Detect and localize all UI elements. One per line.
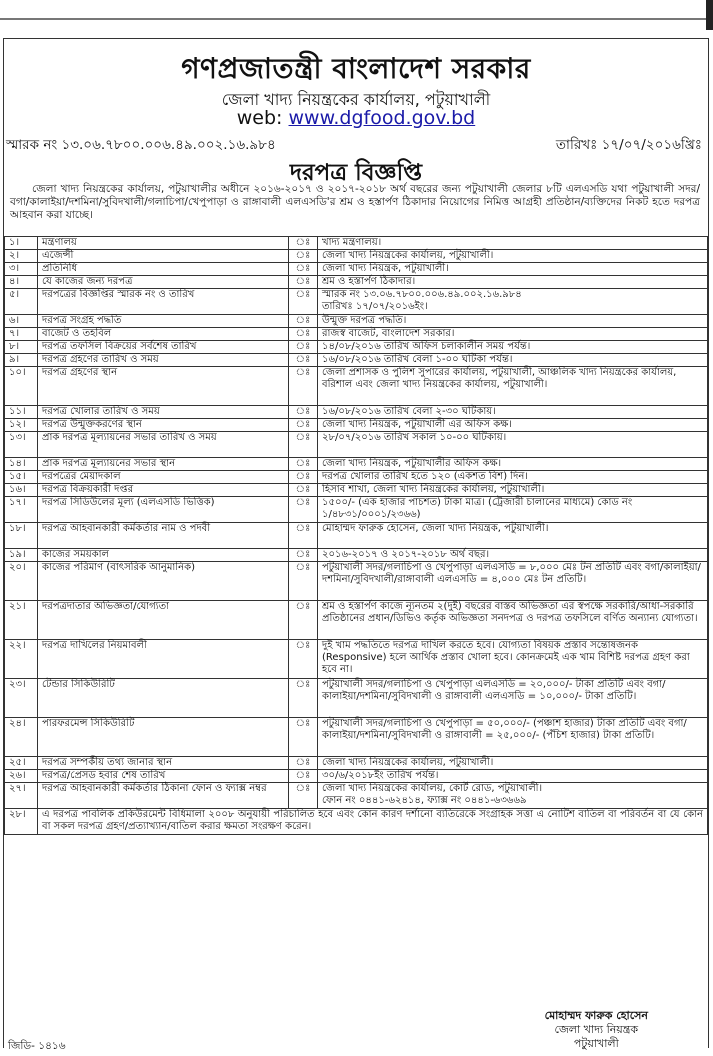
row-separator: ঃ — [289, 289, 318, 315]
row-value — [318, 770, 708, 783]
row-value — [318, 484, 708, 497]
row-serial: ২১। — [5, 601, 38, 640]
row-label: যে কাজের জন্য দরপত্র — [38, 276, 289, 289]
table-row — [5, 549, 708, 562]
table-row — [5, 276, 708, 289]
row-value — [318, 367, 708, 406]
table-row — [5, 471, 708, 484]
row-value-line: হিসাব শাখা, জেলা খাদ্য নিয়ন্ত্রকের কার্যালয়, পটুয়াখালী। — [322, 484, 545, 495]
row-separator: ঃ — [289, 419, 318, 432]
row-label: দরপত্র/প্রেসড হবার শেষ তারিখ — [38, 770, 289, 783]
row-serial: ১৭। — [5, 497, 38, 523]
row-value — [318, 783, 708, 809]
row-separator: ঃ — [289, 549, 318, 562]
row-serial: ২৬। — [5, 770, 38, 783]
row-value — [318, 432, 708, 458]
table-row — [5, 601, 708, 640]
row-value-line: ২০১৬-২০১৭ ও ২০১৭-২০১৮ অর্থ বছর। — [322, 549, 490, 560]
row-label: দরপত্রদাতার অভিজ্ঞতা/যোগ্যতা — [38, 601, 289, 640]
row-serial: ১০। — [5, 367, 38, 406]
row-value-line: ১৬/০৮/২০১৬ তারিখ বেলা ১-০০ ঘটিকা পর্যন্ত। — [322, 354, 513, 365]
row-separator: ঃ — [289, 783, 318, 809]
table-row — [5, 809, 708, 835]
row-separator: ঃ — [289, 341, 318, 354]
website-line — [4, 107, 708, 129]
row-value-line: ১৬/০৮/২০১৬ তারিখ বেলা ২-৩০ ঘটিকায়। — [322, 406, 496, 417]
table-row — [5, 718, 708, 757]
row-separator: ঃ — [289, 237, 318, 250]
row-value-line: খাদ্য মন্ত্রণালয়। — [322, 237, 382, 248]
row-value — [318, 315, 708, 328]
row-serial: ৮। — [5, 341, 38, 354]
tender-notice-document — [3, 38, 709, 1052]
row-serial: ২০। — [5, 562, 38, 601]
signatory-name: মোহাম্মদ ফারুক হোসেন — [544, 1009, 648, 1022]
row-value-line: দুই খাম পদ্ধতিতে দরপত্র দাখিল করতে হবে। যোগ্যতা বিষয়ক প্রস্তাব সন্তোষজনক (Responsive) হলে আর্থিক প্রস্তাব খোলা হবে। কোনক্রমেই এক খাম বিশিষ্ট দরপত্র গ্রহণ করা হবে না। — [322, 640, 690, 675]
row-value — [318, 640, 708, 679]
row-value — [318, 549, 708, 562]
row-separator: ঃ — [289, 718, 318, 757]
row-label: প্রতিনিধি — [38, 263, 289, 276]
row-separator: ঃ — [289, 406, 318, 419]
row-separator: ঃ — [289, 367, 318, 406]
row-value — [318, 250, 708, 263]
row-serial: ২৭। — [5, 783, 38, 809]
row-value-line: ১৪/০৮/২০১৬ তারিখ অফিস চলাকালীন সময় পর্যন্ত। — [322, 341, 531, 352]
row-label: দরপত্র গ্রহণের তারিখ ও সময় — [38, 354, 289, 367]
row-separator: ঃ — [289, 679, 318, 718]
row-label: মন্ত্রণালয় — [38, 237, 289, 250]
notice-date: তারিখঃ ১৭/০৭/২০১৬খ্রিঃ — [555, 137, 702, 153]
signature-block — [545, 1009, 648, 1051]
top-rule — [0, 18, 713, 20]
row-value — [318, 718, 708, 757]
row-separator: ঃ — [289, 263, 318, 276]
row-separator: ঃ — [289, 497, 318, 523]
row-value-line: ১৫০০/- (এক হাজার পাচশত) টাকা মাত্র। (ট্রেজারী চালানের মাধ্যমে) কোড নং ১/৪৮৩১/০০০১/২৩৬৬) — [322, 497, 633, 520]
row-value-line: জেলা খাদ্য নিয়ন্ত্রকের কার্যালয়, পটুয়াখালী। — [322, 757, 494, 768]
row-value-line: মোহাম্মদ ফারুক হোসেন, জেলা খাদ্য নিয়ন্ত্রক, পটুয়াখালী। — [322, 523, 549, 534]
row-value — [318, 406, 708, 419]
table-row — [5, 770, 708, 783]
table-row — [5, 419, 708, 432]
row-value — [318, 237, 708, 250]
row-separator: ঃ — [289, 562, 318, 601]
row-label: বাজেট ও তহবিল — [38, 328, 289, 341]
table-row — [5, 237, 708, 250]
row-value — [318, 276, 708, 289]
row-label: প্রাক দরপত্র মূল্যায়নের সভার তারিখ ও সময় — [38, 432, 289, 458]
row-serial: ১২। — [5, 419, 38, 432]
row-separator: ঃ — [289, 640, 318, 679]
row-separator: ঃ — [289, 432, 318, 458]
row-serial: ১৪। — [5, 458, 38, 471]
row-value-line: ৩০/৬/২০১৮ইং তারিখ পর্যন্ত। — [322, 770, 439, 781]
row-value — [318, 458, 708, 471]
row-label: দরপত্র তফসিল বিক্রয়ের সর্বশেষ তারিখ — [38, 341, 289, 354]
table-row — [5, 263, 708, 276]
row-label: দরপত্র সম্পর্কীয় তথ্য জানার স্থান — [38, 757, 289, 770]
row-value-line: উন্মুক্ত দরপত্র পদ্ধতি। — [322, 315, 407, 326]
row-value-line: ২৮/০৭/২০১৬ তারিখ সকাল ১০-০০ ঘটিকায়। — [322, 432, 507, 443]
row-value — [318, 679, 708, 718]
table-row — [5, 406, 708, 419]
row-label: দরপত্র খোলার তারিখ ও সময় — [38, 406, 289, 419]
row-label: দরপত্র আহবানকারী কর্মকর্তার ঠিকানা ফোন ও ফ্যাক্স নম্বর — [38, 783, 289, 809]
row-serial: ১১। — [5, 406, 38, 419]
row-label: দরপত্র উন্মুক্তকরণের স্থান — [38, 419, 289, 432]
table-row — [5, 341, 708, 354]
row-label: দরপত্রের বিজ্ঞপ্তির স্মারক নং ও তারিখ — [38, 289, 289, 315]
table-row — [5, 354, 708, 367]
row-serial: ৪। — [5, 276, 38, 289]
row-serial: ১। — [5, 237, 38, 250]
table-row — [5, 757, 708, 770]
row-separator: ঃ — [289, 328, 318, 341]
row-separator: ঃ — [289, 276, 318, 289]
table-row — [5, 315, 708, 328]
gd-reference: জিডি- ১৪১৬ — [8, 1040, 66, 1052]
row-serial: ১৯। — [5, 549, 38, 562]
row-label: দরপত্র গ্রহণের স্থান — [38, 367, 289, 406]
website-link[interactable]: www.dgfood.gov.bd — [288, 107, 476, 129]
row-serial: ৬। — [5, 315, 38, 328]
row-value-line: পটুয়াখালী সদর/গলাচিপা ও খেপুপাড়া এলএসডি = ২০,০০০/- টাকা প্রতিটি এবং বগা/কালাইয়া/দশমিনা/সুবিদখালী ও রাঙ্গাবালী এলএসডি = ১০,০০০/- টাকা প্রতিটি। — [322, 679, 666, 702]
row-value-line: জেলা প্রশাসক ও পুলিশ সুপারের কার্যালয়, পটুয়াখালী, আঞ্চলিক খাদ্য নিয়ন্ত্রকের কার্যালয়, বরিশাল এবং জেলা খাদ্য নিয়ন্ত্রকের কার্যালয়, পটুয়াখালী। — [322, 367, 677, 390]
row-separator: ঃ — [289, 770, 318, 783]
row-value-line: জেলা খাদ্য নিয়ন্ত্রক, পটুয়াখালী এর অফিস কক্ষ। — [322, 419, 512, 430]
edge-mark — [706, 0, 713, 30]
table-row — [5, 458, 708, 471]
row-value-line: জেলা খাদ্য নিয়ন্ত্রক, পটুয়াখালীর অফিস কক্ষ। — [322, 458, 502, 469]
row-value-line: রাজস্ব বাজেট, বাংলাদেশ সরকার। — [322, 328, 455, 339]
table-row — [5, 679, 708, 718]
row-label: দরপত্র সংগ্রহ পদ্ধতি — [38, 315, 289, 328]
row-label: কাজের সময়কাল — [38, 549, 289, 562]
row-serial: ১৮। — [5, 523, 38, 549]
row-value — [318, 341, 708, 354]
table-row — [5, 367, 708, 406]
row-label: কাজের পরিমাণ (বাৎসরিক আনুমানিক) — [38, 562, 289, 601]
row-label: প্রাক দরপত্র মূল্যায়নের সভার স্থান — [38, 458, 289, 471]
row-value — [318, 471, 708, 484]
row-value — [318, 757, 708, 770]
memo-number: স্মারক নং ১৩.০৬.৭৮০০.০০৬.৪৯.০০২.১৬.৯৮৪ — [6, 137, 276, 153]
row-label: টেন্ডার সিকিউরিটি — [38, 679, 289, 718]
row-value — [318, 419, 708, 432]
row-separator: ঃ — [289, 471, 318, 484]
table-row — [5, 432, 708, 458]
row-label: দরপত্র বিক্রয়কারী দপ্তর — [38, 484, 289, 497]
row-serial: ৭। — [5, 328, 38, 341]
row-value — [318, 289, 708, 315]
tender-details-table — [4, 236, 708, 835]
table-row — [5, 640, 708, 679]
signatory-place: পটুয়াখালী — [573, 1037, 619, 1050]
table-row — [5, 289, 708, 315]
row-serial: ৫। — [5, 289, 38, 315]
web-label: web: — [236, 107, 283, 129]
row-serial: ৯। — [5, 354, 38, 367]
row-value-line: শ্রম ও হস্তার্পণ ঠিকাদার। — [322, 276, 416, 287]
row-serial: ২৩। — [5, 679, 38, 718]
row-separator: ঃ — [289, 523, 318, 549]
row-separator: ঃ — [289, 757, 318, 770]
row-serial: ২। — [5, 250, 38, 263]
row-separator: ঃ — [289, 601, 318, 640]
notice-heading: দরপত্র বিজ্ঞপ্তি — [289, 160, 423, 186]
row-serial: ২৫। — [5, 757, 38, 770]
row-value-line: ফোন নং ০৪৪১-৬২৪১৪, ফ্যাক্স নং ০৪৪১-৬৩৬৬৯ — [322, 795, 527, 806]
row-label: এজেন্সী — [38, 250, 289, 263]
row-separator: ঃ — [289, 484, 318, 497]
table-row — [5, 562, 708, 601]
row-separator: ঃ — [289, 354, 318, 367]
office-name: জেলা খাদ্য নিয়ন্ত্রকের কার্যালয়, পটুয়াখালী — [221, 90, 491, 109]
row-label: দরপত্রের মেয়াদকাল — [38, 471, 289, 484]
row-value — [318, 562, 708, 601]
row-value — [318, 497, 708, 523]
row-value — [318, 263, 708, 276]
row-label: দরপত্র দাখিলের নিয়মাবলী — [38, 640, 289, 679]
row-serial: ২২। — [5, 640, 38, 679]
row-serial: ১৩। — [5, 432, 38, 458]
row-value — [318, 328, 708, 341]
row-separator: ঃ — [289, 250, 318, 263]
row-value: এ দরপত্র পাবলিক প্রকিউরমেন্ট বিধিমালা ২০০৮ অনুযায়ী পরিচালিত হবে এবং কোন কারণ দর্শানো ব্যতিরেকে সংগ্রাহক সত্তা এ নোটিশ বাতিল বা পরিবর্তন বা যে কোন বা সকল দরপত্র গ্রহণ/প্রত্যাখ্যান/বাতিল করার ক্ষমতা সংরক্ষণ করেন। — [38, 809, 708, 835]
table-row — [5, 484, 708, 497]
row-separator: ঃ — [289, 315, 318, 328]
row-separator: ঃ — [289, 458, 318, 471]
table-row — [5, 783, 708, 809]
row-value-line: জেলা খাদ্য নিয়ন্ত্রক, পটুয়াখালী। — [322, 263, 449, 274]
row-serial: ১৫। — [5, 471, 38, 484]
row-value-line: জেলা খাদ্য নিয়ন্ত্রকের কার্যালয়, কোর্ট রোড, পটুয়াখালী। — [322, 783, 543, 794]
row-value-line: জেলা খাদ্য নিয়ন্ত্রকের কার্যালয়, পটুয়াখালী। — [322, 250, 494, 261]
row-value-line: তারিখঃ ১৭/০৭/২০১৬ইং। — [322, 301, 428, 312]
row-label: পারফরমেন্স সিকিউরিটি — [38, 718, 289, 757]
signatory-designation: জেলা খাদ্য নিয়ন্ত্রক — [554, 1023, 639, 1036]
government-title: গণপ্রজাতন্ত্রী বাংলাদেশ সরকার — [181, 52, 531, 85]
row-label: দরপত্র আহবানকারী কর্মকর্তার নাম ও পদবী — [38, 523, 289, 549]
row-value-line: পটুয়াখালী সদর/গলাচিপা ও খেপুপাড়া এলএসডি = ৮,০০০ মেঃ টন প্রতিটি এবং বগা/কালাইয়া/দশমিনা/সুবিদখালী/রাঙ্গাবালী এলএসডি = ৪,০০০ মেঃ টন প্রতিটি। — [322, 562, 701, 585]
row-serial: ২৪। — [5, 718, 38, 757]
intro-paragraph: জেলা খাদ্য নিয়ন্ত্রকের কার্যালয়, পটুয়াখালীর অধীনে ২০১৬-২০১৭ ও ২০১৭-২০১৮ অর্থ বছরের জন্য পটুয়াখালী জেলার ৮টি এলএসডি যথা পটুয়াখালী সদর/বগা/কালাইয়া/দশমিনা/সুবিদখালী/গলাচিপা/খেপুপাড়া ও রাঙ্গাবালী এলএসডি'র শ্রম ও হস্তার্পণ ঠিকাদার নিয়োগের নিমিত্ত আগ্রহী প্রতিষ্ঠান/ব্যক্তিদের নিকট হতে দরপত্র আহবান করা যাচ্ছে। — [10, 183, 700, 221]
table-row — [5, 523, 708, 549]
row-value-line: স্মারক নং ১৩.০৬.৭৮০০.০০৬.৪৯.০০২.১৬.৯৮৪ — [322, 289, 522, 300]
table-row — [5, 250, 708, 263]
row-serial: ১৬। — [5, 484, 38, 497]
row-value-line: পটুয়াখালী সদর/গলাচিপা ও খেপুপাড়া = ৫০,০০০/- (পঞ্চাশ হাজার) টাকা প্রতিটি এবং বগা/কালাইয়া/দশমিনা/সুবিদখালী ও রাঙ্গাবালী = ২৫,০০০/- (পঁচিশ হাজার) টাকা প্রতিটি। — [322, 718, 687, 741]
row-serial: ৩। — [5, 263, 38, 276]
row-value-line: দরপত্র খোলার তারিখ হতে ১২০ (একশত বিশ) দিন। — [322, 471, 528, 482]
row-value — [318, 523, 708, 549]
row-value-line: শ্রম ও হস্তার্পণ কাজে ন্যূনতম ২(দুই) বছরের বাস্তব অভিজ্ঞতা এর স্বপক্ষে সরকারি/আধা-সরকারি প্রতিষ্ঠানের প্রধান/ডিভিও কর্তৃক অভিজ্ঞতা সনদপত্র ও দরপত্র তফসিলে বর্ণিত অন্যান্য যোগ্যতা। — [322, 601, 698, 624]
table-row — [5, 328, 708, 341]
row-label: দরপত্র সিডিউলের মূল্য (এলএসডি ভিত্তিক) — [38, 497, 289, 523]
row-value — [318, 354, 708, 367]
row-value — [318, 601, 708, 640]
row-serial: ২৮। — [5, 809, 38, 835]
table-row — [5, 497, 708, 523]
